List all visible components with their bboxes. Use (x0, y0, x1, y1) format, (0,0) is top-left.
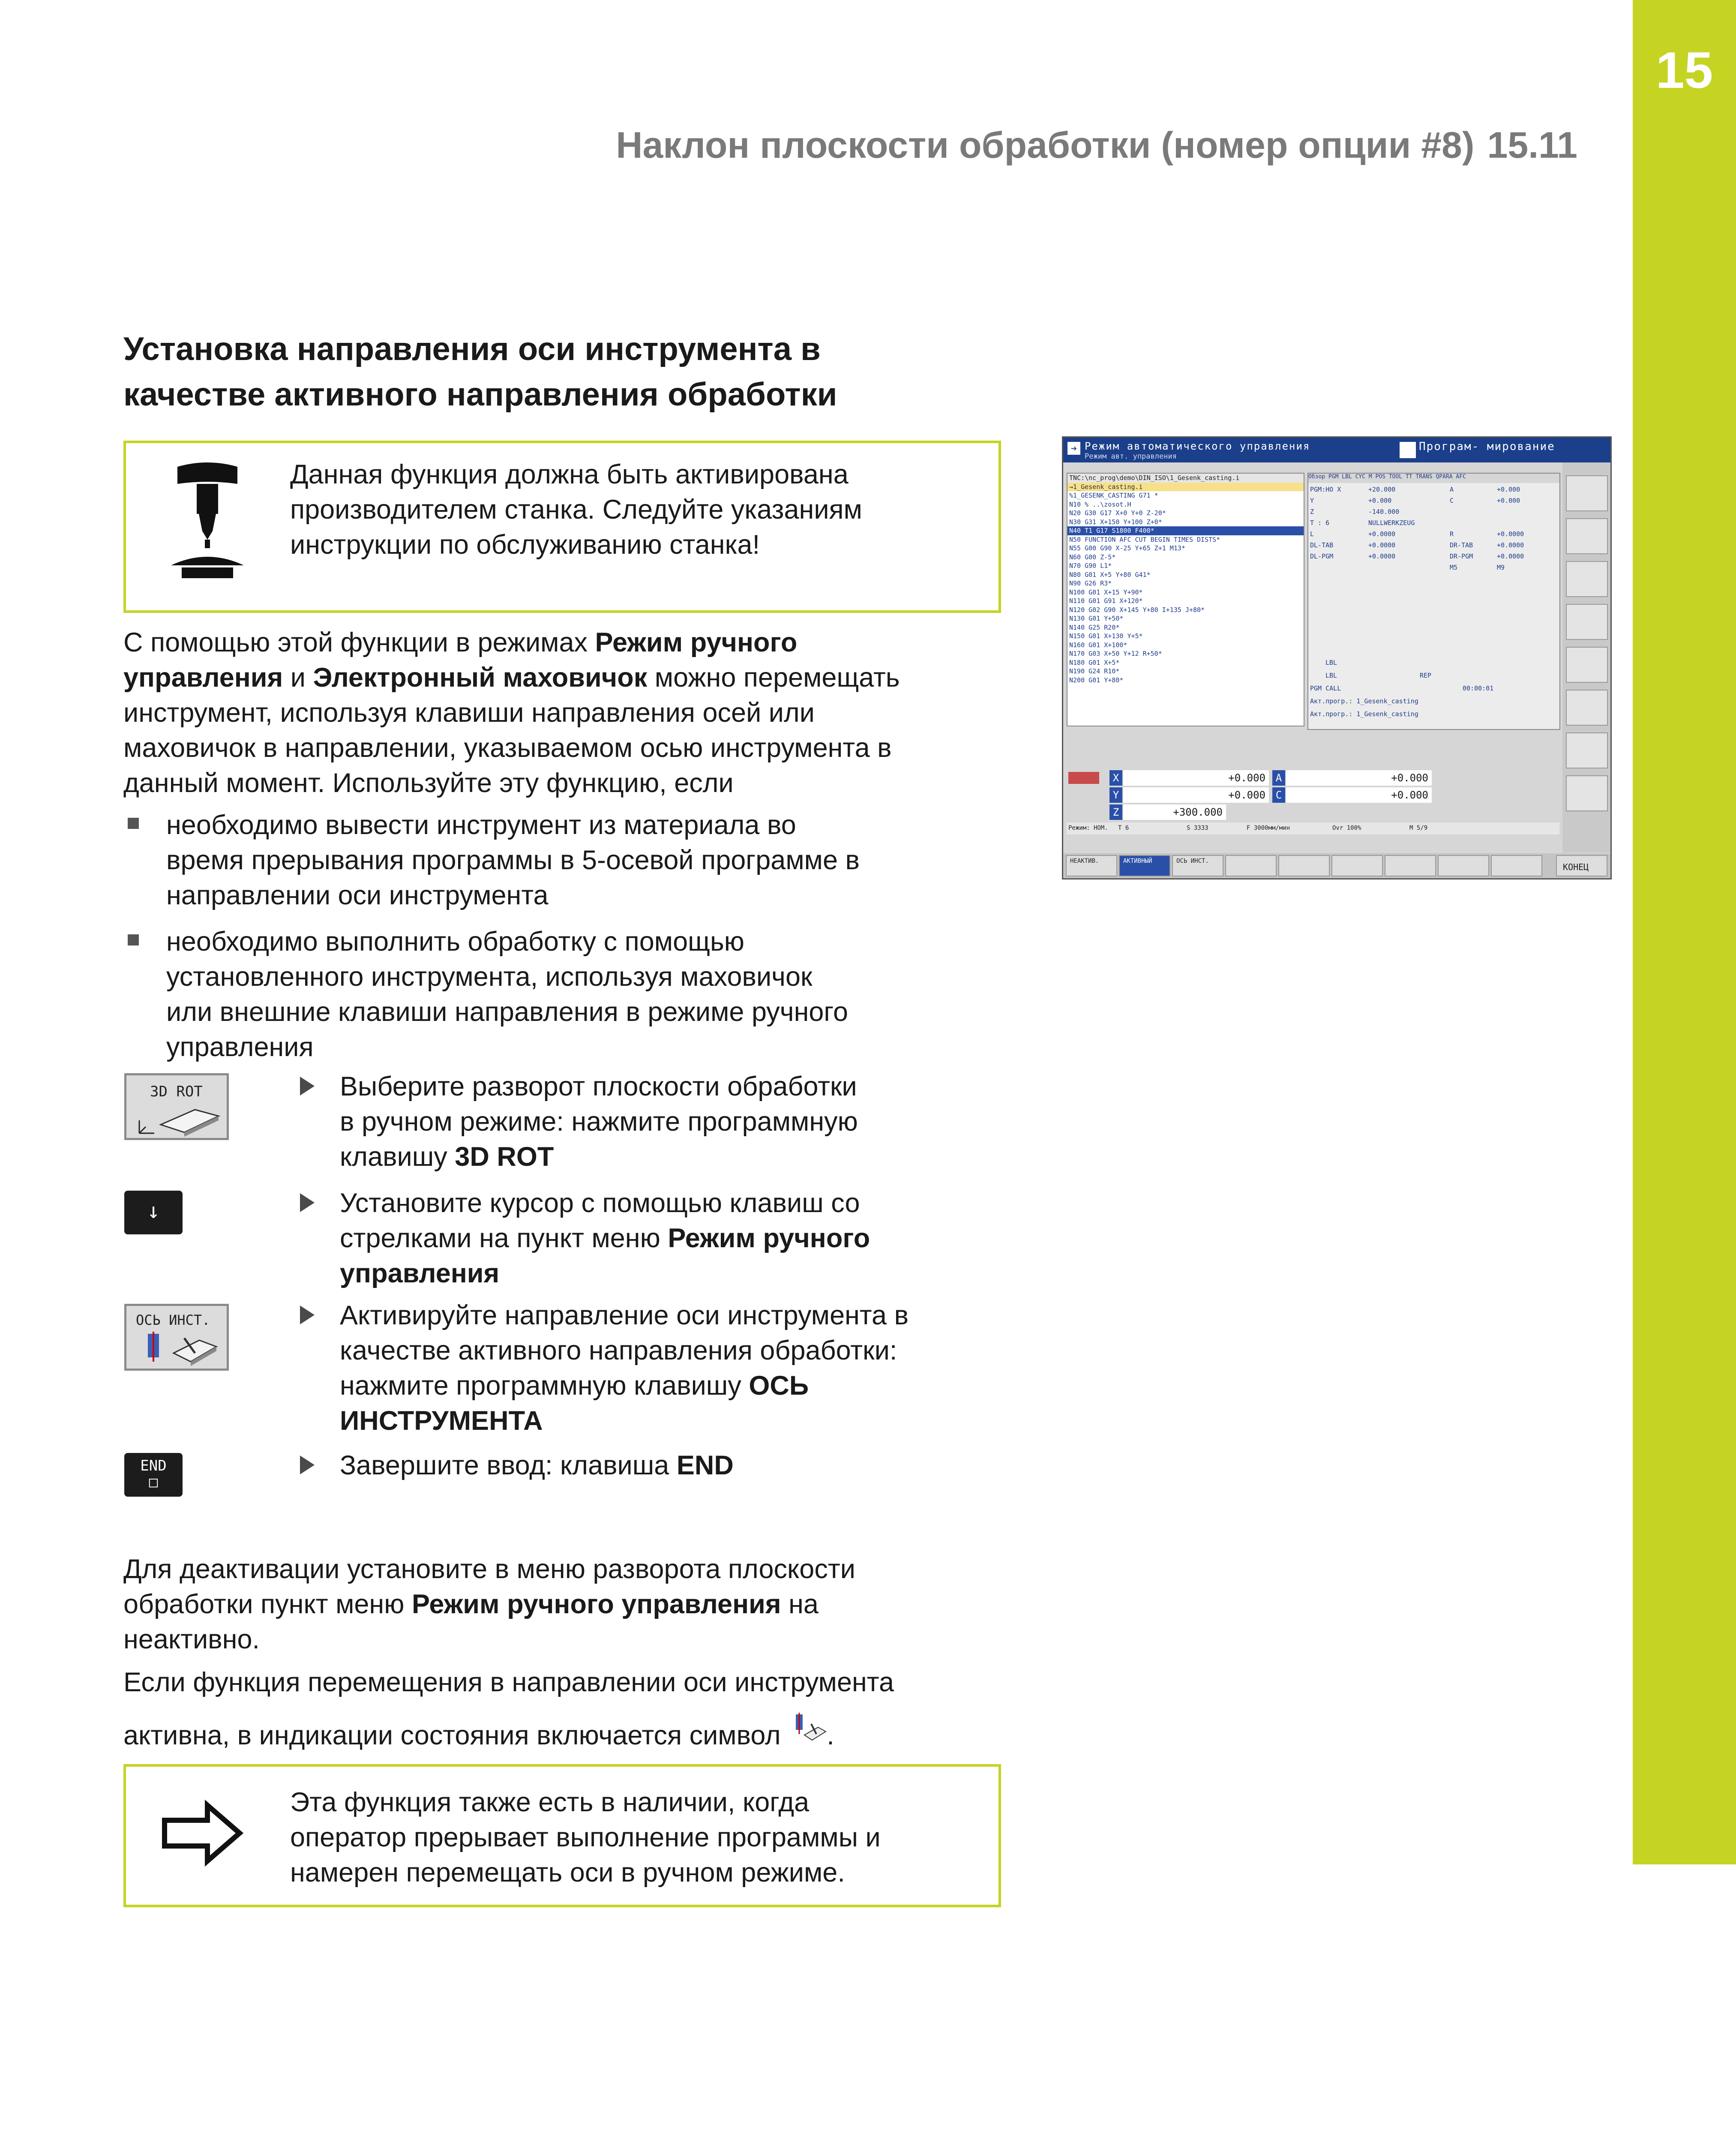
section-heading-line: Установка направления оси инструмента в (123, 331, 821, 367)
status-cell: +0.000 (1497, 486, 1520, 493)
step-line: Установите курсор с помощью клавиш со (340, 1188, 860, 1218)
screen-side-panel (1562, 462, 1610, 852)
side-key[interactable] (1566, 732, 1608, 768)
bullet-line: направлении оси инструмента (166, 880, 549, 910)
program-line: N100 G01 X+15 Y+90* (1069, 588, 1143, 596)
deactivate-text: на (781, 1589, 819, 1619)
note-line: намерен перемещать оси в ручном режиме. (290, 1858, 845, 1888)
tnc-screenshot (1062, 436, 1612, 879)
tool-axis-status-icon (792, 1713, 827, 1747)
axis-value: +0.000 (1286, 770, 1432, 786)
bullet-item (166, 807, 1023, 913)
softkey-end[interactable] (1556, 855, 1607, 876)
program-line: N50 FUNCTION AFC CUT BEGIN TIMES DISTS* (1069, 535, 1220, 543)
deactivate-text: неактивно. (123, 1624, 260, 1654)
program-line: N80 G01 X+5 Y+80 G41* (1069, 570, 1151, 579)
mode-icon: ➔ (1067, 442, 1080, 455)
program-line: N70 G90 L1* (1069, 562, 1112, 570)
status-cell: L (1310, 530, 1314, 538)
softkey-label: КОНЕЦ (1563, 862, 1589, 872)
softkey-3d-rot[interactable] (124, 1073, 229, 1140)
bullet-item (166, 924, 1023, 1065)
status-cell: DL-PGM (1310, 552, 1334, 560)
tip-note-text (290, 1785, 881, 1890)
step-text (340, 1448, 983, 1483)
step-bold: END (676, 1450, 734, 1480)
chapter-tab (1633, 0, 1736, 1864)
position-footer-item: T 6 (1118, 825, 1129, 831)
status-cell: +0.0000 (1368, 552, 1396, 560)
section-heading (123, 327, 1023, 417)
status-cell: -140.000 (1368, 508, 1400, 516)
status-cell: NULLWERKZEUG (1368, 519, 1415, 527)
bullet-line: необходимо выполнить обработку с помощью (166, 927, 745, 957)
note-line: оператор прерывает выполнение программы и (290, 1822, 881, 1852)
status-window (1307, 473, 1560, 730)
status-pgm-call: PGM CALL (1310, 684, 1341, 692)
status-time: 00:00:01 (1463, 684, 1494, 692)
program-line: N30 G31 X+150 Y+100 Z+0* (1069, 518, 1162, 526)
axis-label: Z (1109, 804, 1122, 820)
running-header (616, 124, 1577, 167)
status-cell: +0.0000 (1497, 530, 1524, 538)
side-key[interactable] (1566, 518, 1608, 554)
step-line: Выберите разворот плоскости обработки (340, 1072, 857, 1102)
status-cell: M5 (1450, 564, 1458, 571)
step-bold: 3D ROT (455, 1142, 554, 1172)
bullet-line: установленного инструмента, используя маховичок (166, 962, 813, 992)
status-symbol-text: активна, в индикации состояния включается символ (123, 1720, 781, 1750)
softkey-active[interactable] (1119, 855, 1170, 876)
position-footer (1067, 822, 1559, 834)
step-arrow (300, 1193, 315, 1212)
program-line: N200 G01 Y+80* (1069, 676, 1124, 684)
deactivate-bold: Режим ручного управления (411, 1589, 781, 1619)
side-key[interactable] (1566, 690, 1608, 726)
axis-label: A (1272, 770, 1285, 786)
position-footer-item: Ovr 100% (1332, 825, 1361, 831)
chapter-number: 15 (1655, 42, 1713, 99)
softkey-empty[interactable] (1278, 855, 1330, 876)
arrow-down-key[interactable] (124, 1191, 183, 1234)
softkey-label: ОСЬ ИНСТ. (136, 1312, 210, 1328)
step-line: качестве активного направления обработки: (340, 1336, 897, 1366)
bullet-line: или внешние клавиши направления в режиме ручного (166, 997, 849, 1027)
status-cell: A (1450, 486, 1454, 493)
step-arrow (300, 1077, 315, 1096)
status-cell: +0.0000 (1497, 541, 1524, 549)
axis-value: +300.000 (1123, 804, 1226, 820)
status-cell: Y (1310, 497, 1314, 504)
status-cell: +0.000 (1368, 497, 1392, 504)
axis-value: +0.000 (1123, 787, 1269, 803)
softkey-inactive[interactable] (1066, 855, 1117, 876)
step-text (340, 1069, 983, 1174)
position-row (1067, 770, 1559, 786)
step-text (340, 1298, 983, 1438)
program-line: N55 G00 G90 X-25 Y+65 Z+1 M13* (1069, 544, 1185, 552)
deactivate-text: обработки пункт меню (123, 1589, 412, 1619)
program-line: N190 G24 R10* (1069, 667, 1120, 675)
step-line: нажмите программную клавишу (340, 1371, 749, 1401)
status-cell: PGM:HO X (1310, 486, 1341, 493)
step-line: клавишу (340, 1142, 455, 1172)
softkey-label: АКТИВНЫЙ (1123, 858, 1152, 864)
status-active-program: Акт.прогр.: 1_Gesenk_casting (1310, 710, 1418, 718)
status-cell: +0.0000 (1368, 541, 1396, 549)
program-line: N20 G30 G17 X+0 Y+0 Z-20* (1069, 509, 1166, 517)
program-line: N170 G03 X+50 Y+12 R+50* (1069, 650, 1162, 657)
running-header-section: 15.11 (1487, 125, 1577, 166)
bullet-marker (128, 934, 139, 945)
screen-mode-right: Програм- мирование (1419, 440, 1555, 453)
screen-mode-subtitle: Режим авт. управления (1085, 452, 1177, 461)
softkey-empty[interactable] (1385, 855, 1436, 876)
arrow-right-icon (160, 1799, 246, 1867)
program-line: N90 G26 R3* (1069, 579, 1112, 587)
position-footer-item: M 5/9 (1409, 825, 1428, 831)
screen-mode-title: Режим автоматического управления (1085, 440, 1310, 452)
bullet-line: время прерывания программы в 5-осевой программе в (166, 845, 860, 875)
softkey-label: НЕАКТИВ. (1070, 858, 1099, 864)
program-file: →1_Gesenk_casting.i (1067, 483, 1304, 492)
status-symbol-text: . (827, 1720, 834, 1750)
status-cell: C (1450, 497, 1454, 504)
position-row (1067, 804, 1559, 820)
position-footer-item: Режим: НОМ. (1068, 825, 1108, 831)
step-line: стрелками на пункт меню (340, 1223, 668, 1253)
intro-text: инструмент, используя клавиши направления осей или (123, 698, 815, 728)
note-line: Данная функция должна быть активирована (290, 459, 849, 489)
axis-value: +0.000 (1123, 770, 1269, 786)
program-line: N120 G02 G90 X+145 Y+80 I+135 J+80* (1069, 606, 1205, 614)
position-display (1067, 770, 1559, 847)
status-symbol-text: Если функция перемещения в направлении оси инструмента (123, 1667, 894, 1697)
intro-bold: Режим ручного (595, 627, 798, 657)
arrow-down-icon: ↓ (147, 1198, 160, 1223)
note-line: Эта функция также есть в наличии, когда (290, 1787, 810, 1817)
program-line: N40 T1 G17 S1800 F400* (1067, 526, 1304, 535)
step-bold: управления (340, 1258, 500, 1288)
step-text (340, 1186, 983, 1291)
status-cell: +0.0000 (1497, 552, 1524, 560)
status-cell: R (1450, 530, 1454, 538)
running-header-title: Наклон плоскости обработки (номер опции #8) (616, 125, 1475, 166)
program-line: N160 G01 X+100* (1069, 641, 1127, 649)
status-cell: DR-TAB (1450, 541, 1473, 549)
tip-note-box (123, 1764, 1001, 1907)
side-key[interactable] (1566, 647, 1608, 683)
end-key-icon: □ (149, 1474, 158, 1491)
status-cell: +0.000 (1497, 497, 1520, 504)
intro-bold: Электронный маховичок (313, 663, 648, 693)
position-footer-item: S 3333 (1187, 825, 1208, 831)
step-bold: ИНСТРУМЕНТА (340, 1406, 543, 1436)
softkey-label: ОСЬ ИНСТ. (1176, 858, 1209, 864)
intro-text: С помощью этой функции в режимах (123, 627, 595, 657)
note-line: инструкции по обслуживанию станка! (290, 530, 760, 560)
axis-value: +0.000 (1286, 787, 1432, 803)
softkey-tool-axis[interactable] (124, 1304, 229, 1371)
status-active-program: Акт.прогр.: 1_Gesenk_casting (1310, 697, 1418, 705)
side-key[interactable] (1566, 775, 1608, 811)
status-cell: +20.000 (1368, 486, 1396, 493)
step-arrow (300, 1306, 315, 1324)
tool-axis-icon (144, 1330, 221, 1370)
bullet-line: управления (166, 1032, 314, 1062)
position-footer-item: F 3000мм/мин (1247, 825, 1290, 831)
axis-label: X (1109, 770, 1122, 786)
status-cell: Z (1310, 508, 1314, 516)
end-key-label: END (140, 1457, 167, 1474)
side-key[interactable] (1566, 604, 1608, 640)
program-line: N60 G00 Z-5* (1069, 553, 1116, 561)
softkey-empty[interactable] (1438, 855, 1489, 876)
side-key[interactable] (1566, 475, 1608, 511)
screen-title-bar (1063, 438, 1610, 462)
machine-tool-icon (165, 460, 250, 585)
program-line: N130 G01 Y+50* (1069, 615, 1124, 622)
program-mode-icon (1400, 442, 1416, 458)
end-key[interactable] (124, 1453, 183, 1497)
intro-text: и (283, 663, 313, 693)
softkey-bar (1063, 853, 1610, 879)
deactivate-paragraph (123, 1552, 1045, 1657)
program-line: %1_GESENK_CASTING G71 * (1069, 492, 1158, 499)
status-tabs[interactable]: Обзор PGM LBL CYC M POS TOOL TT TRANS QPARA AFC (1308, 474, 1559, 483)
program-line: N110 G01 G91 X+120* (1069, 597, 1143, 605)
status-cell: M9 (1497, 564, 1505, 571)
program-line: N150 G01 X+130 Y+5* (1069, 632, 1143, 640)
side-key[interactable] (1566, 561, 1608, 597)
program-line: N180 G01 X+5* (1069, 658, 1120, 666)
tilted-plane-icon (131, 1099, 225, 1138)
machine-note-text (290, 457, 862, 562)
program-window (1067, 473, 1304, 726)
softkey-empty[interactable] (1491, 855, 1542, 876)
status-lbl: LBL (1325, 659, 1337, 666)
axis-label: C (1272, 787, 1285, 803)
deactivate-text: Для деактивации установите в меню разворота плоскости (123, 1554, 855, 1584)
softkey-empty[interactable] (1331, 855, 1383, 876)
machine-note-box (123, 441, 1001, 613)
intro-text: маховичок в направлении, указываемом осью инструмента в (123, 733, 892, 763)
program-path: TNC:\nc_prog\demo\DIN_ISO\1_Gesenk_casting.i (1067, 474, 1304, 483)
status-cell: T : 6 (1310, 519, 1330, 527)
softkey-tool-axis-screen[interactable] (1172, 855, 1223, 876)
bullet-marker (128, 818, 139, 829)
step-line: Активируйте направление оси инструмента в (340, 1300, 909, 1330)
softkey-label: 3D ROT (150, 1083, 203, 1100)
intro-paragraph (123, 625, 1045, 801)
intro-text: можно перемещать (647, 663, 900, 693)
program-line: N10 % ..\zosot.H (1069, 500, 1131, 508)
softkey-empty[interactable] (1225, 855, 1277, 876)
program-lines (1067, 491, 1304, 684)
intro-bold: управления (123, 663, 283, 693)
intro-text: данный момент. Используйте эту функцию, если (123, 768, 734, 798)
program-line: N140 G25 R20* (1069, 623, 1120, 631)
status-rep: REP (1420, 672, 1432, 679)
step-bold: Режим ручного (668, 1223, 870, 1253)
section-heading-line: качестве активного направления обработки (123, 376, 837, 413)
status-cell: DR-PGM (1450, 552, 1473, 560)
axis-label: Y (1109, 787, 1122, 803)
bullet-line: необходимо вывести инструмент из материала во (166, 810, 796, 840)
position-row (1067, 787, 1559, 803)
status-cell: DL-TAB (1310, 541, 1334, 549)
step-line: Завершите ввод: клавиша (340, 1450, 677, 1480)
step-bold: ОСЬ (749, 1371, 809, 1401)
status-lbl: LBL (1325, 672, 1337, 679)
step-arrow (300, 1456, 315, 1474)
step-line: в ручном режиме: нажмите программную (340, 1107, 858, 1137)
note-line: производителем станка. Следуйте указаниям (290, 495, 862, 525)
status-symbol-paragraph (123, 1665, 1066, 1753)
status-cell: +0.0000 (1368, 530, 1396, 538)
